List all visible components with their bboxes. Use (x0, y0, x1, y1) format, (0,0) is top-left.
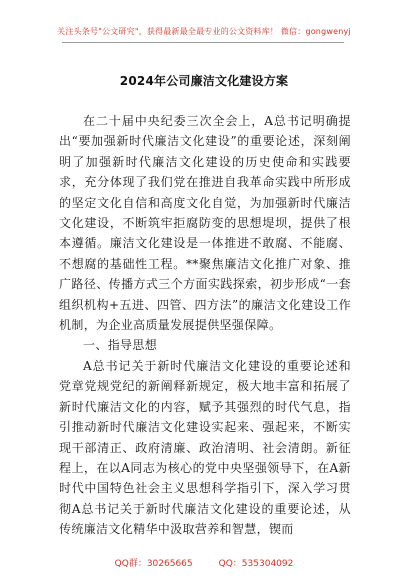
footer-contacts (0, 556, 408, 569)
intro-paragraph: 在二十届中央纪委三次全会上，A总书记明确提出“要加强新时代廉洁文化建设”的重要论述，深刻阐明了加强新时代廉洁文化建设的历史使命和实践要求，充分体现了我们党在推进自我革命实践中所形成的坚定文化自信和高度文化自觉，为加强新时代廉洁文化建设，不断筑牢拒腐防变的思想堤坝，提供了根本遵循。廉洁文化建设是一体推进不敢腐、不能腐、不想腐的基础性工程。**聚焦廉洁文化推广对象、推广路径、传播方式三个方面实践探索，初步形成“一套组织机构+五进、四管、四方法”的廉洁文化建设工作机制，为企业高质量发展提供坚强保障。 (59, 114, 351, 333)
header-note: 关注头条号"公文研究"，获得最新最全最专业的公文资料库！ 微信：gongwenyj (57, 27, 351, 36)
footer-qq: QQ：535304092 (218, 559, 294, 569)
document-title: 2024年公司廉洁文化建设方案 (119, 74, 289, 88)
section-heading: 一、指导思想 (83, 338, 158, 353)
document-body (59, 111, 351, 540)
header-divider (62, 42, 344, 43)
section-paragraph: A总书记关于新时代廉洁文化建设的重要论述和党章党规党纪的新阐释新规定，极大地丰富和拓展了新时代廉洁文化的内容，赋予其强烈的时代气息，指引推动新时代廉洁文化建设实起来、强起来，不断实现干部清正、政府清廉、政治清明、社会清朗。新征程上，在以A同志为核心的党中央坚强领导下，在A新时代中国特色社会主义思想科学指引下，深入学习贯彻A总书记关于新时代廉洁文化建设的重要论述，从传统廉洁文化精华中汲取营养和智慧，锲而 (59, 358, 351, 537)
footer-qq-group: QQ群：30265665 (114, 559, 193, 569)
